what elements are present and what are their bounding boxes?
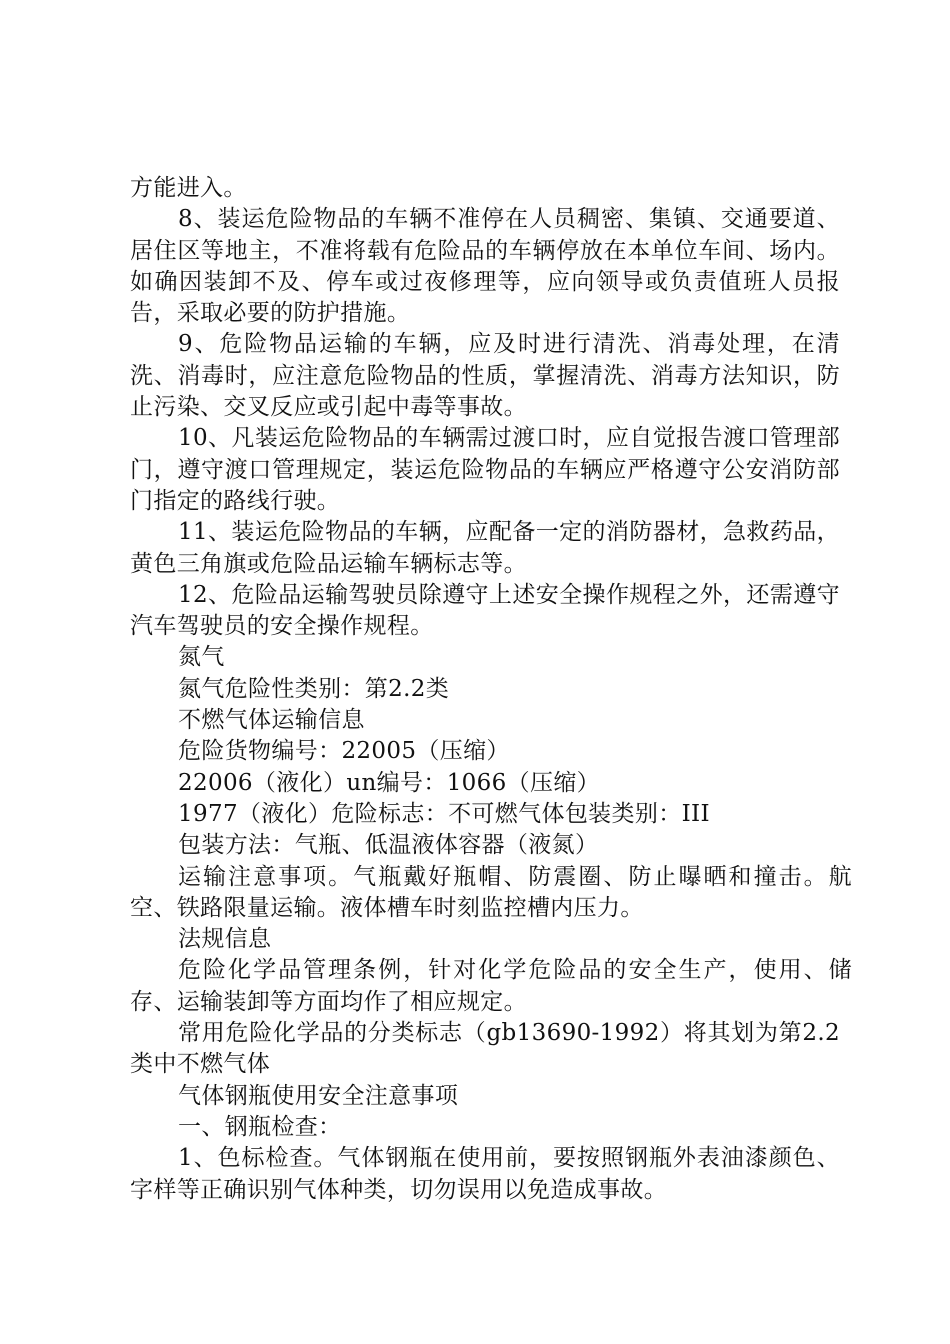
paragraph-rule-8: 8、装运危险物品的车辆不准停在人员稠密、集镇、交通要道、居住区等地主，不准将载有危险品的车辆停放在本单位车间、场内。如确因装卸不及、停车或过夜修理等，应向领导或负责值班人员报告，采取必要的防护措施。 — [130, 206, 840, 327]
paragraph-continuation: 方能进入。 — [130, 175, 247, 201]
heading-cylinder-safety: 气体钢瓶使用安全注意事项 — [178, 1082, 459, 1109]
line-hazard-class: 氮气危险性类别：第2.2类 — [178, 675, 450, 702]
heading-nitrogen: 氮气 — [178, 644, 225, 671]
paragraph-regulation-1: 危险化学品管理条例，针对化学危险品的安全生产，使用、储存、运输装卸等方面均作了相应规定。 — [130, 957, 852, 1015]
paragraph-transport-notes: 运输注意事项。气瓶戴好瓶帽、防震圈、防止曝晒和撞击。航空、铁路限量运输。液体槽车时刻监控槽内压力。 — [130, 863, 852, 921]
paragraph-regulation-2: 常用危险化学品的分类标志（gb13690-1992）将其划为第2.2类中不燃气体 — [130, 1020, 840, 1078]
heading-cylinder-check: 一、钢瓶检查： — [178, 1113, 342, 1140]
line-transport-info: 不燃气体运输信息 — [178, 707, 365, 734]
heading-regulations: 法规信息 — [178, 926, 272, 953]
paragraph-rule-10: 10、凡装运危险物品的车辆需过渡口时，应自觉报告渡口管理部门，遵守渡口管理规定，装运危险物品的车辆应严格遵守公安消防部门指定的路线行驶。 — [130, 425, 840, 514]
document-body — [130, 173, 852, 1206]
paragraph-rule-9: 9、危险物品运输的车辆，应及时进行清洗、消毒处理，在清洗、消毒时，应注意危险物品的性质，掌握清洗、消毒方法知识，防止污染、交叉反应或引起中毒等事故。 — [130, 331, 840, 421]
paragraph-rule-12: 12、危险品运输驾驶员除遵守上述安全操作规程之外，还需遵守汽车驾驶员的安全操作规程。 — [130, 581, 840, 640]
paragraph-rule-11: 11、装运危险物品的车辆，应配备一定的消防器材，急救药品，黄色三角旗或危险品运输车辆标志等。 — [130, 519, 840, 577]
line-dangerous-goods-number: 危险货物编号：22005（压缩） — [178, 738, 510, 765]
line-un-number: 22006（液化）un编号：1066（压缩） — [178, 769, 601, 796]
line-hazard-mark: 1977（液化）危险标志：不可燃气体包装类别：III — [178, 800, 710, 827]
paragraph-color-check: 1、色标检查。气体钢瓶在使用前，要按照钢瓶外表油漆颜色、字样等正确识别气体种类，切勿误用以免造成事故。 — [130, 1145, 840, 1203]
line-packaging-method: 包装方法：气瓶、低温液体容器（液氮） — [178, 832, 599, 859]
